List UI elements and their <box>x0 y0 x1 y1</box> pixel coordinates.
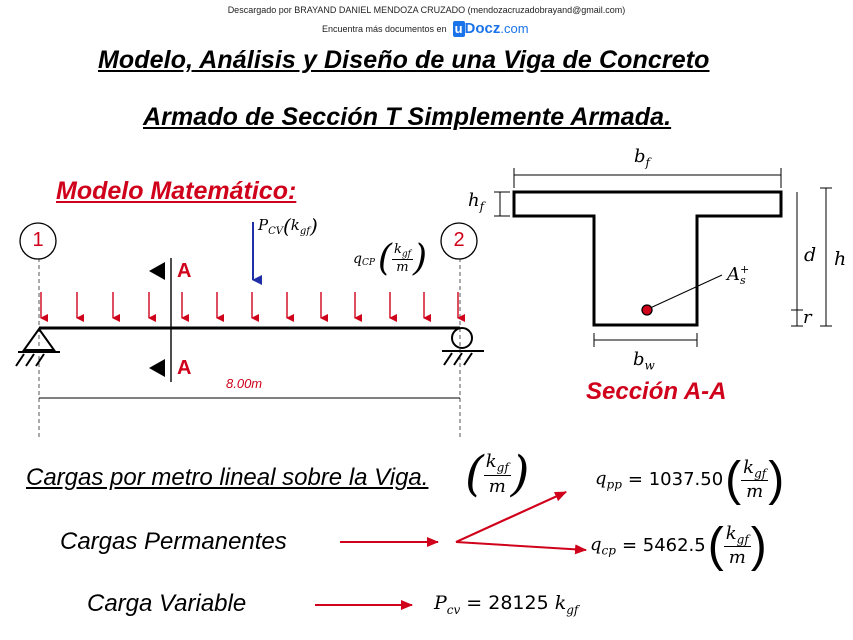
point-load-label: $P_{CV}(k_{gf})$ <box>258 214 318 238</box>
udocz-logo-icon: u <box>454 20 463 36</box>
qpp-formula: $q_{pp}$ = 1037.50 ( $\frac{k_{gf}}{m}$ ) <box>595 453 785 506</box>
span-label: 8.00m <box>226 376 263 391</box>
d-dimension <box>791 192 803 310</box>
hf-dimension <box>494 192 510 216</box>
r-label: r <box>803 307 812 328</box>
qcp-formula: $q_{cp}$ = 5462.5 ( $\frac{k_{gf}}{m}$ ) <box>590 519 767 572</box>
loads-heading: Cargas por metro lineal sobre la Viga. <box>26 464 429 491</box>
model-heading: Modelo Matemático: <box>56 177 297 205</box>
variable-load-label: Carga Variable <box>87 590 247 617</box>
as-label: A + s <box>727 263 750 287</box>
section-mark-bottom-label: A <box>177 357 192 379</box>
section-marker-bottom-icon <box>149 359 165 377</box>
section-marker-top-icon <box>149 262 165 280</box>
bw-label: $b_w$ <box>633 349 655 373</box>
rebar-icon <box>642 275 722 315</box>
node-2-label: 2 <box>453 229 465 251</box>
h-dimension <box>820 188 832 326</box>
udocz-logo-tld: .com <box>500 21 529 36</box>
permanent-loads-label: Cargas Permanentes <box>60 528 287 555</box>
download-notice: Descargado por BRAYAND DANIEL MENDOZA CRUZADO (mendozacruzadobrayand@gmail.com) <box>227 5 626 15</box>
page-title-line1: Modelo, Análisis y Diseño de una Viga de Concreto <box>98 46 710 74</box>
pin-support-icon <box>16 329 60 366</box>
pcv-formula: $P_{cv}$ = 28125 $k_{gf}$ <box>434 592 579 617</box>
bw-dimension <box>594 333 697 347</box>
distributed-load-label: q $_{CP}$ ( $\frac{k_{gf}}{m}$ ) <box>353 238 427 279</box>
r-dimension <box>791 310 803 326</box>
d-label: d <box>804 244 817 266</box>
node-2-marker <box>441 223 477 440</box>
section-heading: Sección A-A <box>586 378 727 405</box>
h-label: h <box>834 248 847 270</box>
find-more-text: Encuentra más documentos en <box>322 23 447 34</box>
udocz-logo-name: Docz <box>464 20 501 37</box>
node-1-label: 1 <box>32 229 44 251</box>
bf-dimension <box>514 168 781 188</box>
roller-support-icon <box>442 328 484 365</box>
hf-label: $h_f$ <box>468 190 485 214</box>
bf-label: $b_f$ <box>634 146 650 170</box>
section-mark-top-label: A <box>177 260 192 282</box>
distributed-load-arrows <box>41 292 458 318</box>
loads-heading-unit: ( $\frac{k_{gf}}{m}$ ) <box>465 446 530 502</box>
page-title-line2: Armado de Sección T Simplemente Armada. <box>143 103 672 131</box>
